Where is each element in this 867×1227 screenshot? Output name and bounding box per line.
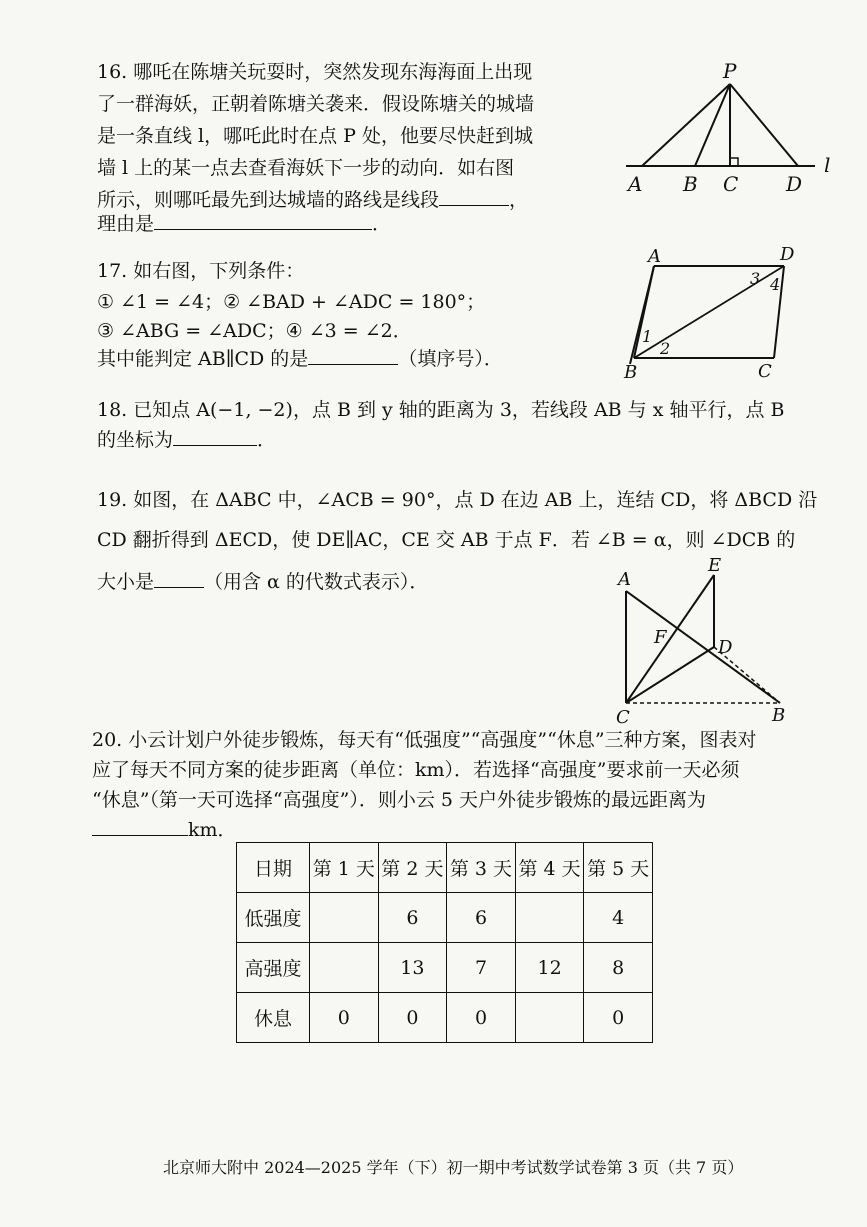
- q16-figure: [620, 58, 835, 198]
- q20-line-4-end: km．: [188, 819, 237, 841]
- q19-answer-blank[interactable]: [154, 586, 204, 588]
- q16-line-6-text: 理由是: [97, 213, 155, 235]
- q16-label-P: P: [723, 59, 737, 83]
- q16-line-5-text: 所示，则哪吒最先到达城墙的路线是线段: [97, 189, 440, 211]
- q17-angle-2: 2: [660, 339, 671, 358]
- q19-label-F: F: [654, 627, 667, 648]
- q19-segment-AB: [626, 591, 780, 703]
- table-cell: 6: [447, 893, 516, 943]
- table-header-cell: 第 5 天: [584, 843, 653, 893]
- table-cell: 6: [378, 893, 447, 943]
- q16-line-2: 了一群海妖，正朝着陈塘关袭来．假设陈塘关的城墙: [97, 93, 535, 115]
- q19-figure: [612, 555, 802, 728]
- q20-line-1: 20. 小云计划户外徒步锻炼，每天有“低强度”“高强度”“休息”三种方案，图表对: [92, 729, 757, 751]
- q19-line-3-text: 大小是: [97, 571, 155, 593]
- q17-question: [97, 350, 503, 369]
- q18-line-2: [97, 431, 276, 450]
- q20-line-3: “休息”（第一天可选择“高强度”）．则小云 5 天户外徒步锻炼的最远距离为: [92, 789, 707, 811]
- q17-answer-blank[interactable]: [308, 363, 398, 365]
- q19-line-2: CD 翻折得到 ΔECD，使 DE∥AC，CE 交 AB 于点 F．若 ∠B = α，则 ∠DCB 的: [97, 529, 796, 551]
- table-cell: 0: [310, 993, 379, 1043]
- q16-right-angle-mark: [730, 158, 738, 166]
- table-cell: 4: [584, 893, 653, 943]
- table-row: [237, 943, 653, 993]
- q17-angle-1: 1: [642, 327, 653, 346]
- q16-label-C: C: [723, 172, 739, 196]
- table-cell: 高强度: [237, 943, 310, 993]
- q16-segment-PB: [695, 84, 730, 166]
- q16-line-6-end: ．: [372, 213, 392, 235]
- q17-segment-BD: [634, 266, 784, 358]
- q20-line-2: 应了每天不同方案的徒步距离（单位：km）．若选择“高强度”要求前一天必须: [92, 759, 740, 781]
- q19-line-3: [97, 573, 428, 592]
- q18-line-2-text: 的坐标为: [97, 429, 174, 451]
- q16-label-A: A: [628, 172, 643, 196]
- q16-label-B: B: [683, 172, 698, 196]
- table-cell: [515, 993, 584, 1043]
- table-header-cell: 第 4 天: [515, 843, 584, 893]
- table-row: [237, 993, 653, 1043]
- table-cell: [515, 893, 584, 943]
- q17-figure: [620, 240, 810, 383]
- q17-angle-4: 4: [770, 275, 781, 294]
- q19-segment-CE: [626, 575, 714, 703]
- q16-segment-PD: [730, 84, 798, 166]
- q19-line-1: 19. 如图，在 ΔABC 中，∠ACB = 90°，点 D 在边 AB 上，连结 CD，将 ΔBCD 沿: [97, 489, 818, 511]
- q16-line-6: [97, 215, 391, 234]
- q17-intro: 17. 如右图，下列条件：: [97, 260, 305, 282]
- q19-line-3-end: （用含 α 的代数式表示）．: [204, 571, 429, 593]
- table-cell: 0: [447, 993, 516, 1043]
- table-header-row: [237, 843, 653, 893]
- q16-line-4: 墙 l 上的某一点去查看海妖下一步的动向．如右图: [97, 157, 515, 179]
- q20-distance-table: [236, 842, 653, 1043]
- q19-label-A: A: [618, 569, 631, 590]
- q16-line-3: 是一条直线 l，哪吒此时在点 P 处，他要尽快赶到城: [97, 125, 533, 147]
- q19-label-C: C: [616, 707, 630, 728]
- q19-label-B: B: [772, 705, 786, 726]
- table-cell: 休息: [237, 993, 310, 1043]
- q16-label-D: D: [786, 172, 803, 196]
- q16-line-5: [97, 191, 528, 210]
- q18-answer-blank[interactable]: [173, 444, 257, 446]
- q19-label-D: D: [718, 637, 733, 658]
- table-cell: 8: [584, 943, 653, 993]
- q16-answer-blank-2[interactable]: [154, 228, 372, 230]
- q17-label-B: B: [624, 362, 638, 383]
- q16-label-l: l: [824, 153, 831, 177]
- q17-question-text: 其中能判定 AB∥CD 的是: [97, 348, 309, 370]
- table-cell: 0: [378, 993, 447, 1043]
- q17-conditions-1: ① ∠1 = ∠4；② ∠BAD + ∠ADC = 180°；: [97, 291, 486, 313]
- table-cell: 13: [378, 943, 447, 993]
- q17-label-D: D: [780, 244, 795, 265]
- table-cell: [310, 893, 379, 943]
- table-header-cell: 第 3 天: [447, 843, 516, 893]
- q16-segment-PA: [642, 84, 730, 166]
- q19-label-E: E: [708, 555, 722, 576]
- table-header-cell: 第 2 天: [378, 843, 447, 893]
- table-row: [237, 893, 653, 943]
- q17-question-end: （填序号）．: [398, 348, 503, 370]
- q19-segment-CD: [626, 647, 714, 703]
- table-cell: 0: [584, 993, 653, 1043]
- q18-line-2-end: ．: [257, 429, 277, 451]
- table-cell: 12: [515, 943, 584, 993]
- q17-label-A: A: [648, 246, 661, 267]
- q17-segment-AB-extended: [630, 266, 654, 364]
- q20-line-4: [92, 821, 237, 840]
- q17-conditions-2: ③ ∠ABG = ∠ADC；④ ∠3 = ∠2．: [97, 320, 412, 342]
- q20-answer-blank[interactable]: [92, 834, 188, 836]
- q17-label-C: C: [758, 361, 772, 382]
- q17-angle-3: 3: [750, 269, 761, 288]
- table-cell: [310, 943, 379, 993]
- page-footer: 北京师大附中 2024—2025 学年（下）初一期中考试数学试卷第 3 页（共 7 页）: [163, 1158, 744, 1177]
- table-header-cell: 日期: [237, 843, 310, 893]
- q16-line-1: 16. 哪吒在陈塘关玩耍时，突然发现东海海面上出现: [97, 61, 533, 83]
- table-cell: 低强度: [237, 893, 310, 943]
- table-header-cell: 第 1 天: [310, 843, 379, 893]
- table-cell: 7: [447, 943, 516, 993]
- q18-line-1: 18. 已知点 A(−1, −2)，点 B 到 y 轴的距离为 3，若线段 AB 与 x 轴平行，点 B: [97, 399, 785, 421]
- q16-line-5-end: ，: [509, 189, 529, 211]
- q16-answer-blank-1[interactable]: [439, 204, 509, 206]
